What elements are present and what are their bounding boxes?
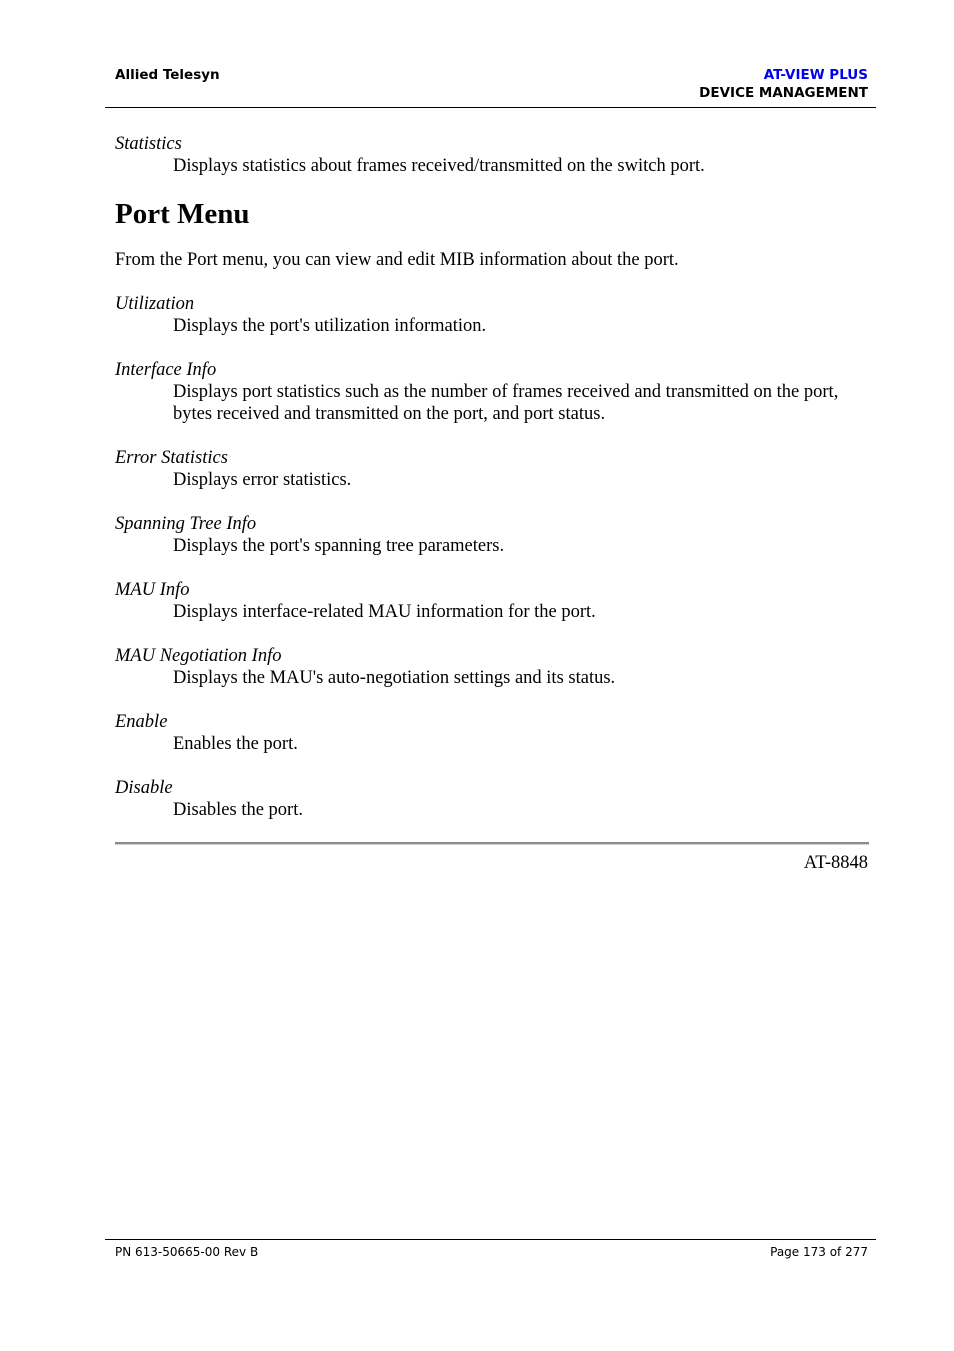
definition-entry [115,293,870,337]
page-footer [105,1239,876,1259]
page-number: Page 173 of 277 [770,1245,868,1259]
definition-term: Interface Info [115,360,217,380]
definition-entry [115,579,870,623]
page-header [105,66,876,108]
definition-term: Enable [115,712,168,732]
product-name: AT-VIEW PLUS [763,67,868,83]
definition-description: Displays the port's spanning tree parameters. [173,536,505,556]
definition-entry [115,777,870,821]
definition-term: Disable [115,778,173,798]
definition-term: Statistics [115,134,182,154]
section-heading: Port Menu [115,198,250,230]
intro-paragraph: From the Port menu, you can view and edit MIB information about the port. [115,250,679,270]
definition-description: Enables the port. [173,734,298,754]
section-divider [115,842,869,845]
definition-entry [115,711,870,755]
definition-description: Disables the port. [173,800,303,820]
definition-description: Displays error statistics. [173,470,352,490]
definition-term: MAU Negotiation Info [115,646,282,666]
model-label: AT-8848 [803,853,868,873]
definition-entry [115,447,870,491]
definition-term: MAU Info [115,580,190,600]
definition-term: Error Statistics [115,448,228,468]
definition-description: Displays the MAU's auto-negotiation settings and its status. [173,668,616,688]
definition-description: Displays the port's utilization information. [173,316,487,336]
definition-entry [115,513,870,557]
section-title: DEVICE MANAGEMENT [699,85,868,101]
part-number: PN 613-50665-00 Rev B [115,1245,259,1259]
definition-entry [115,645,870,689]
definition-description: Displays statistics about frames received/transmitted on the switch port. [173,156,705,176]
definition-description: Displays port statistics such as the number of frames received and transmitted on the port, bytes received and transmitted on the port, and port status. [173,382,839,424]
definition-description: Displays interface-related MAU information for the port. [173,602,596,622]
definition-term: Utilization [115,294,195,314]
page-body [115,133,870,843]
definition-entry [115,359,870,425]
company-name: Allied Telesyn [115,67,220,83]
definition-term: Spanning Tree Info [115,514,257,534]
definition-entry [115,133,870,177]
